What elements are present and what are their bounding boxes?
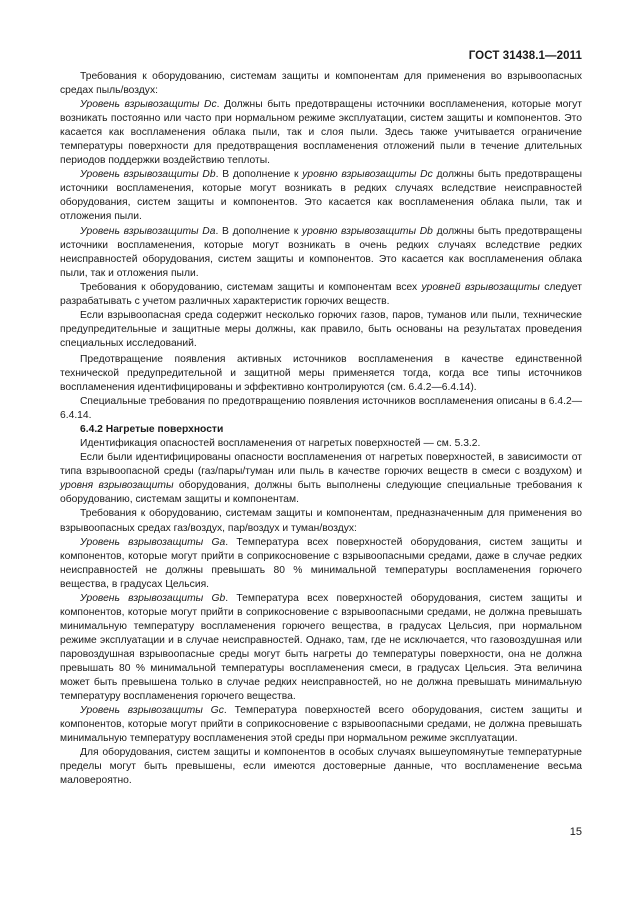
paragraph-text: Если были идентифицированы опасности воспламенения от нагретых поверхностей, в зависимости от типа взрывоопасной среды (газ/пары/туман или пыль в качестве горючих веществ в смеси с воздухом) и: [60, 452, 582, 478]
section-heading: 6.4.2 Нагретые поверхности: [80, 424, 224, 436]
paragraph: Для оборудования, систем защиты и компонентов в особых случаях вышеупомянутые температурные пределы могут быть превышены, если имеются достоверные данные, что воспламенение весьма маловероятно.: [60, 747, 582, 787]
page-number: 15: [569, 826, 582, 838]
protection-level-reference: уровню взрывозащиты Dc: [302, 169, 433, 181]
paragraph-text: оборудования, должны быть выполнены следующие специальные требования к оборудованию, системам защиты и компонентам.: [60, 480, 582, 506]
protection-level-term: Уровень взрывозащиты Db: [80, 169, 216, 181]
paragraph-text: Требования к оборудованию, системам защиты и компонентам всех: [80, 281, 422, 293]
paragraph-text: . В дополнение к: [215, 225, 302, 237]
paragraph-text: . Температура поверхностей всего оборудования, систем защиты и компонентов, которые могут прийти в соприкосновение с взрывоопасными средами, не должна превышать минимальную температуру воспламенения этой среды при нормальном режиме эксплуатации.: [60, 705, 582, 745]
paragraph-text: . Должны быть предотвращены источники воспламенения, которые могут возникать постоянно или часто при нормальном режиме эксплуатации, систем защиты и компонентов. Это касается как воспламенения облака пыли, так и слоя пыли. Здесь также учитывается ограничение температуры поверхности для предотвращения воспламенения отложений пыли в течение длительных периодов поддержки воздействию теплоты.: [60, 99, 582, 167]
document-header: ГОСТ 31438.1—2011: [468, 50, 582, 62]
paragraph-text: должны быть предотвращены источники воспламенения, которые могут возникать в очень редких случаях вследствие редких неисправностей оборудования, систем защиты и компонентов. Это касается как воспламенения облака пыли, так и отложения пыли.: [60, 225, 583, 279]
protection-level-term: Уровень взрывозащиты Da: [80, 225, 216, 237]
paragraph: Предотвращение появления активных источников воспламенения в качестве единственной технической предупредительной и защитной меры применяется тогда, когда все типы источников воспламенения идентифицированы и эффективно контролируются (см. 6.4.2—6.4.14).: [60, 353, 582, 394]
protection-level-term: Уровень взрывозащиты Ga: [80, 536, 226, 548]
paragraph: [60, 451, 582, 507]
paragraph: [60, 704, 582, 746]
paragraph-text: . В дополнение к: [215, 169, 303, 181]
paragraph: Требования к оборудованию, системам защиты и компонентам, предназначенным для применения во взрывоопасных средах газ/воздух, пар/воздух и туман/воздух:: [60, 508, 582, 534]
paragraph: Требования к оборудованию, системам защиты и компонентам для применения во взрывоопасных средах пыль/воздух:: [60, 71, 582, 97]
protection-level-reference: уровня взрывозащиты: [60, 480, 174, 492]
paragraph: Идентификация опасностей воспламенения от нагретых поверхностей — см. 5.3.2.: [80, 438, 481, 450]
protection-level-term: Уровень взрывозащиты Dc: [80, 99, 217, 111]
paragraph-text: следует разрабатывать с учетом различных характеристик горючих веществ.: [60, 281, 582, 307]
paragraph: [60, 281, 582, 309]
paragraph: [60, 225, 582, 281]
paragraph: [60, 592, 582, 704]
paragraph: Если взрывоопасная среда содержит несколько горючих газов, паров, туманов или пыли, технические предупредительные и защитные меры должны, как правило, быть основаны на результатах проведения специальных исследований.: [60, 309, 582, 349]
paragraph-text: должны быть предотвращены источники воспламенения, которые могут возникать в редких случаях вследствие неисправностей оборудования, систем защиты и компонентов. Это касается как воспламенения облака пыли, так и отложения пыли.: [60, 169, 582, 223]
protection-level-term: Уровень взрывозащиты Gb: [80, 592, 226, 604]
paragraph-text: . Температура всех поверхностей оборудования, систем защиты и компонентов, которые могут прийти в соприкосновение с взрывоопасными средами, даже в случае редких неисправностей не должны превышать 80 % минимальной температуры воспламенения горючего вещества, в градусах Цельсия.: [60, 536, 583, 590]
paragraph-text: . Температура всех поверхностей оборудования, систем защиты и компонентов, которые могут прийти в соприкосновение с взрывоопасными средами, не должна превышать минимальную температуру воспламенения горючего вещества, в градусах Цельсия, при нормальном режиме эксплуатации и в случае неисправностей. Однако, там, где не исключается, что газовоздушная или паровоздушная взрывоопасные среды могут быть нагреты до температуры поверхности, она не должна превышать 80 % минимальной температуры воспламенения смеси, в градусах Цельсия. Эта величина может быть превышена только в случае редких неисправностей, но не должна превышать минимальную температуру воспламенения горючего вещества.: [60, 592, 583, 703]
paragraph: Специальные требования по предотвращению появления источников воспламенения описаны в 6.4.2—6.4.14.: [60, 396, 582, 422]
paragraph: [60, 536, 582, 592]
document-body: [60, 70, 582, 788]
protection-level-reference: уровню взрывозащиты Db: [301, 225, 433, 237]
paragraph: [60, 98, 582, 168]
protection-level-reference: уровней взрывозащиты: [421, 281, 540, 293]
paragraph: [60, 168, 582, 224]
protection-level-term: Уровень взрывозащиты Gc: [80, 705, 224, 717]
